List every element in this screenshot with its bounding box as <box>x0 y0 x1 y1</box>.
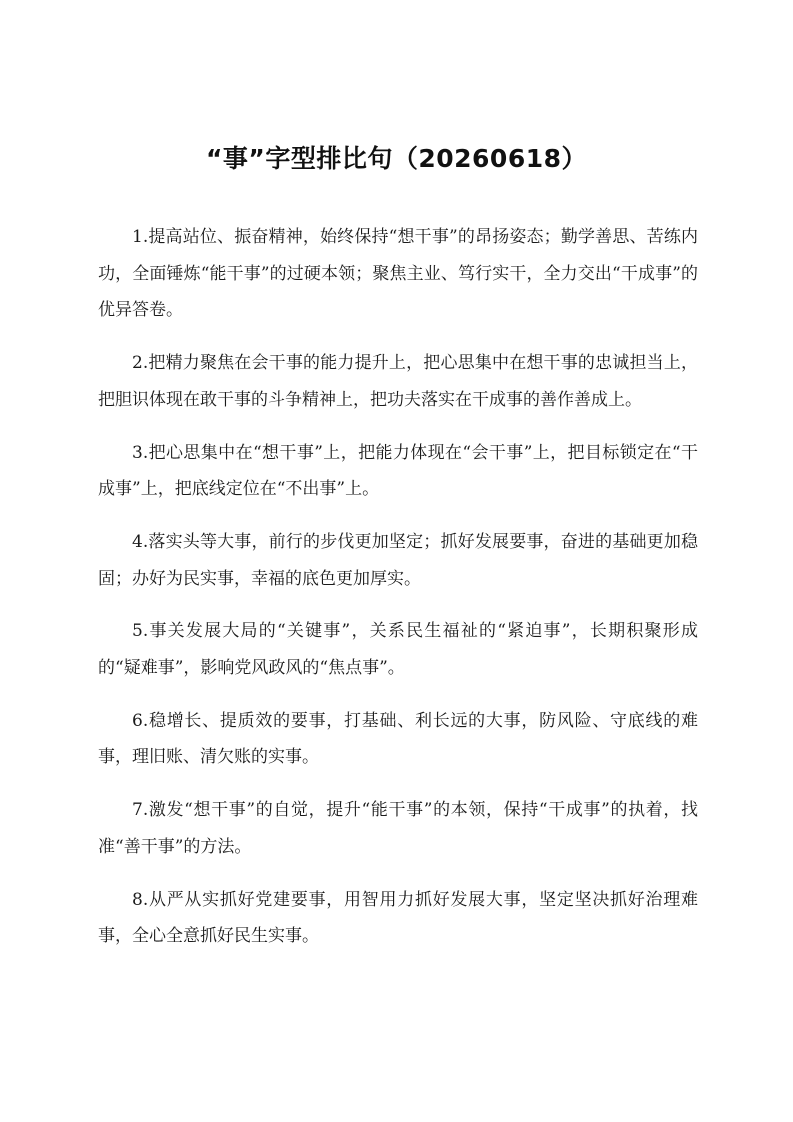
paragraph-8: 8.从严从实抓好党建要事，用智用力抓好发展大事，坚定坚决抓好治理难事，全心全意抓好民生实事。 <box>98 889 698 947</box>
paragraph-5: 5.事关发展大局的“关键事”，关系民生福祉的“紧迫事”，长期积聚形成的“疑难事”，影响党风政风的“焦点事”。 <box>98 621 698 679</box>
document-body <box>98 219 698 971</box>
paragraph-1: 1.提高站位、振奋精神，始终保持“想干事”的昂扬姿态；勤学善思、苦练内功，全面锤炼“能干事”的过硬本领；聚焦主业、笃行实干，全力交出“干成事”的优异答卷。 <box>98 227 698 321</box>
document-title: “事”字型排比句（20260618） <box>205 144 588 173</box>
paragraph-2: 2.把精力聚焦在会干事的能力提升上，把心思集中在想干事的忠诚担当上，把胆识体现在敢干事的斗争精神上，把功夫落实在干成事的善作善成上。 <box>98 353 698 410</box>
paragraph-7: 7.激发“想干事”的自觉，提升“能干事”的本领，保持“干成事”的执着，找准“善干事”的方法。 <box>98 800 698 857</box>
paragraph-6: 6.稳增长、提质效的要事，打基础、利长远的大事，防风险、守底线的难事，理旧账、清欠账的实事。 <box>98 710 698 768</box>
paragraph-3: 3.把心思集中在“想干事”上，把能力体现在“会干事”上，把目标锁定在“干成事”上，把底线定位在“不出事”上。 <box>98 442 698 500</box>
paragraph-4: 4.落实头等大事，前行的步伐更加坚定；抓好发展要事，奋进的基础更加稳固；办好为民实事，幸福的底色更加厚实。 <box>98 531 698 589</box>
